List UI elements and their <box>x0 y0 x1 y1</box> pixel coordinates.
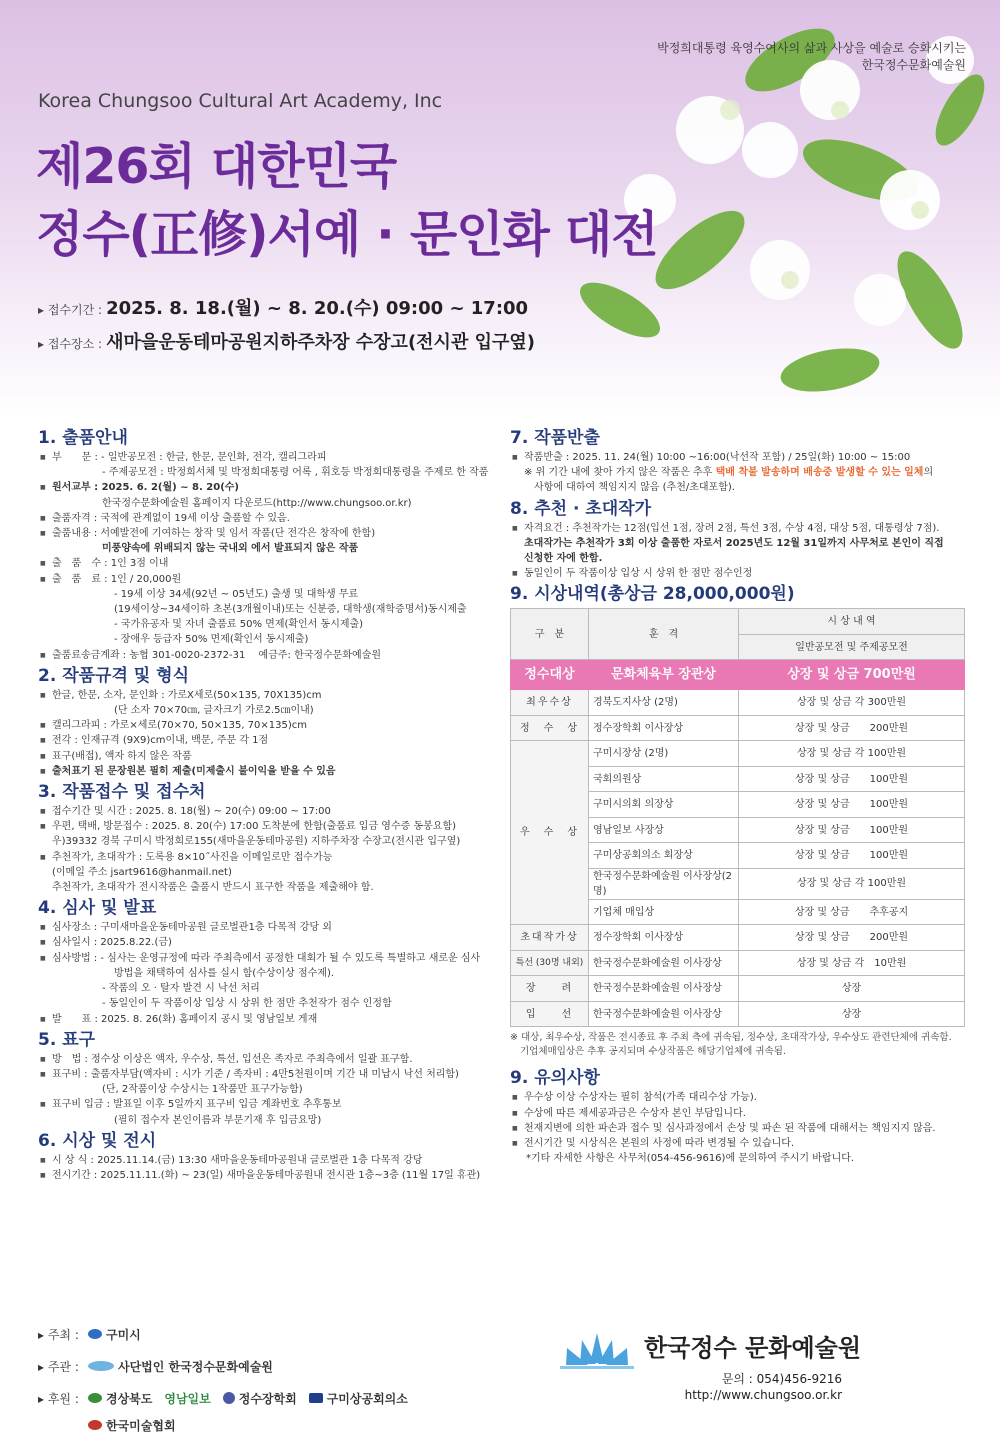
text-line: - 주제공모전 : 박정희서체 및 박정희대통령 어록 , 휘호등 박정희대통령을 주제로 한 작품 <box>102 467 489 479</box>
col-subheader: 일반공모전 및 주제공모전 <box>739 634 965 660</box>
sponsor-name: 정수장학회 <box>238 1391 297 1406</box>
row-prize: 상장 <box>739 1001 965 1027</box>
text-line: ■ 작품반출 : 2025. 11. 24(월) 10:00 ~16:00(낙선작 포함) / 25일(화) 10:00 ~ 15:00 <box>510 450 965 465</box>
text-line: ■ 수상에 따른 제세공과금은 수상자 본인 부담입니다. <box>510 1106 965 1121</box>
col-header-prize: 시 상 내 역 <box>739 609 965 635</box>
table-row <box>511 1001 965 1027</box>
text-line: ■ 출품료송금계좌 : 농협 301-0020-2372-31 예금주: 한국정수문화예술원 <box>38 648 493 663</box>
text-line: ■ 출품자격 : 국적에 관계없이 19세 이상 출품할 수 있음. <box>38 511 493 526</box>
chamber-icon <box>309 1393 323 1403</box>
lotus-logo-icon <box>552 1328 642 1373</box>
row-prize: 상장 및 상금 추후공지 <box>739 899 965 925</box>
text-line: 초대작가는 추천작가 3회 이상 출품한 자로서 2025년도 12월 31일까지 사무처로 본인이 직접 <box>524 537 944 549</box>
gyeongbuk-icon <box>88 1393 102 1403</box>
subtitle-line-1: 박정희대통령 육영수여사의 삶과 사상을 예술로 승화시키는 <box>657 41 966 55</box>
row-prize: 상장 및 상금 100만원 <box>739 766 965 792</box>
art-association-logo <box>88 1417 176 1434</box>
art-association-icon <box>88 1420 102 1430</box>
section-title: 3. 작품접수 및 접수처 <box>38 782 206 803</box>
sponsor-label: ▸ 후원 : <box>38 1391 79 1406</box>
period-label: ▸ 접수기간 : <box>38 303 103 317</box>
note-line: 기업체매입상은 추후 공지되며 수상작품은 해당기업체에 귀속됨. <box>520 1046 786 1058</box>
text-line: (단 소자 70×70㎝, 글자크기 가로2.5㎝이내) <box>114 705 314 717</box>
period-value: 2025. 8. 18.(월) ~ 8. 20.(수) 09:00 ~ 17:00 <box>106 298 529 319</box>
sponsor-name: 한국미술협회 <box>106 1418 176 1433</box>
row-award: 기업체 매입상 <box>589 899 739 925</box>
organizer-logo <box>88 1358 273 1375</box>
text-line: (이메일 주소 jsart9616@hanmail.net) <box>52 866 232 878</box>
row-prize: 상장 및 상금 각 300만원 <box>739 690 965 716</box>
row-category: 정 수 상 <box>511 715 589 741</box>
col-header-award: 훈 격 <box>589 609 739 660</box>
row-category: 입 선 <box>511 1001 589 1027</box>
host-row <box>38 1318 420 1350</box>
row-award: 구미시의회 의장상 <box>589 792 739 818</box>
text-line: ■ 출처표기 된 문장원본 필히 제출(미제출시 불이익을 받을 수 있음 <box>38 764 493 779</box>
organizer-row <box>38 1350 420 1382</box>
text-line: (필히 접수자 본인이름과 부문기재 후 입금요망) <box>114 1114 322 1126</box>
contact-info <box>552 1371 882 1403</box>
chamber-logo <box>309 1390 408 1407</box>
text-line: 신청한 자에 한함. <box>524 553 603 565</box>
brand-block <box>552 1328 882 1403</box>
text-line: ■ 시 상 식 : 2025.11.14.(금) 13:30 새마을운동테마공원내 글로벌관 1층 다목적 강당 <box>38 1153 493 1168</box>
gumi-logo <box>88 1326 141 1343</box>
grand-prize-value: 상장 및 상금 700만원 <box>739 660 965 690</box>
english-org-name: Korea Chungsoo Cultural Art Academy, Inc <box>38 90 443 112</box>
section-title: 5. 표구 <box>38 1029 96 1050</box>
text-line: ■ 추천작가, 초대작가 : 도록용 8×10˝사진을 이메일로만 접수가능 <box>38 850 493 865</box>
sponsor-row-2 <box>38 1414 420 1436</box>
seal-icon <box>223 1392 235 1404</box>
top-right-subtitle <box>657 40 966 74</box>
row-category: 초대작가상 <box>511 925 589 951</box>
text-line: 방법을 채택하여 심사를 실시 함(수상이상 점수제). <box>114 967 335 979</box>
section-title: 1. 출품안내 <box>38 428 128 448</box>
row-award: 정수장학회 이사장상 <box>589 925 739 951</box>
text-line: ■ 전시기간 및 시상식은 본원의 사정에 따라 변경될 수 있습니다. <box>510 1136 965 1151</box>
text-line: ■ 심사일시 : 2025.8.22.(금) <box>38 935 493 950</box>
text-line: ■ 접수기간 및 시간 : 2025. 8. 18(월) ~ 20(수) 09:00 ~ 17:00 <box>38 804 493 819</box>
right-column <box>510 425 965 1166</box>
row-prize: 상장 및 상금 100만원 <box>739 843 965 869</box>
main-title-line-1: 제26회 대한민국 <box>36 138 397 195</box>
table-row <box>511 741 965 767</box>
sponsor-row <box>38 1382 420 1414</box>
text-line: ■ 방 법 : 정수상 이상은 액자, 우수상, 특선, 입선은 족자로 주최측에서 일괄 표구함. <box>38 1052 493 1067</box>
text-line: ■ 표구비 : 출품자부담(액자비 : 시가 기준 / 족자비 : 4만5천원이며 기간 내 미납시 낙선 처리함) <box>38 1067 493 1082</box>
text-line: ■ 자격요건 : 추천작가는 12점(입선 1점, 장려 2점, 특선 3점, 수상 4점, 대상 5점, 대통령상 7점). <box>510 521 965 536</box>
text-line: ■ 전시기간 : 2025.11.11.(화) ~ 23(일) 새마을운동테마공원내 전시관 1층~3층 (11월 17일 휴관) <box>38 1168 493 1183</box>
website-url: http://www.chungsoo.or.kr <box>684 1388 842 1402</box>
note-line: ※ 대상, 최우수상, 작품은 전시종료 후 주최 측에 귀속됨, 정수상, 초대작가상, 우수상도 관련단체에 귀속함. <box>510 1032 952 1044</box>
table-row <box>511 925 965 951</box>
text-line: ■ 발 표 : 2025. 8. 26(화) 홈페이지 공시 및 영남일보 게재 <box>38 1012 493 1027</box>
text-line: ■ 우편, 택배, 방문접수 : 2025. 8. 20(수) 17:00 도착분에 한함(출품료 입금 영수증 동봉요함) <box>38 819 493 834</box>
text-line: ■ 원서교부 : 2025. 6. 2(월) ~ 8. 20(수) <box>38 480 493 495</box>
organizer-label: ▸ 주관 : <box>38 1359 79 1374</box>
text-line: - 국가유공자 및 자녀 출품료 50% 면제(확인서 동시제출) <box>114 619 364 631</box>
text-line: ■ 부 문 : - 일반공모전 : 한글, 한문, 문인화, 전각, 캘리그라피 <box>38 450 493 465</box>
text-line: 우)39332 경북 구미시 박정희로155(새마을운동테마공원) 지하주차장 수장고(전시관 입구옆) <box>52 836 461 848</box>
place-label: ▸ 접수장소 : <box>38 337 103 351</box>
text-line: 미풍양속에 위배되지 않는 국내외 에서 발표되지 않은 작품 <box>102 543 359 555</box>
section-title: 9. 유의사항 <box>510 1068 600 1089</box>
text-line: ■ 출 품 수 : 1인 3점 이내 <box>38 556 493 571</box>
row-prize: 상장 및 상금 각 10만원 <box>739 950 965 976</box>
text-line: ■ 한글, 한문, 소자, 문인화 : 가로X세로(50×135, 70X135)cm <box>38 688 493 703</box>
sponsor-name: 구미상공회의소 <box>326 1391 408 1406</box>
table-row <box>511 976 965 1002</box>
section-title: 9. 시상내역(총상금 28,000,000원) <box>510 584 795 605</box>
text-line: ■ 천재지변에 의한 파손과 접수 및 심사과정에서 손상 및 파손 된 작품에 대해서는 책임지지 않음. <box>510 1121 965 1136</box>
row-award: 구미상공회의소 회장상 <box>589 843 739 869</box>
award-table <box>510 608 965 1027</box>
text-line: (단, 2작품이상 수상시는 1작품만 표구가능함) <box>102 1084 303 1096</box>
text-line <box>510 465 965 480</box>
text-line: ■ 출품내용 : 서예발전에 기여하는 창작 및 임서 작품(단 전각은 창작에 한함) <box>38 526 493 541</box>
gyeongbuk-logo <box>88 1390 152 1407</box>
text-line: - 장애우 등급자 50% 면제(확인서 동시제출) <box>114 634 309 646</box>
text-line: 사항에 대하여 책임지지 않음 (추천/초대포함). <box>534 482 735 494</box>
text-line: *기타 자세한 사항은 사무처(054-456-9616)에 문의하여 주시기 바랍니다. <box>526 1153 855 1165</box>
row-category: 최우수상 <box>511 690 589 716</box>
phone-number: 문의 : 054)456-9216 <box>721 1372 842 1386</box>
place-value: 새마을운동테마공원지하주차장 수장고(전시관 입구옆) <box>106 332 535 353</box>
text-line: ■ 출 품 료 : 1인 / 20,000원 <box>38 572 493 587</box>
host-name: 구미시 <box>106 1327 141 1342</box>
sponsor-name: 경상북도 <box>106 1391 153 1406</box>
section-title: 8. 추천 · 초대작가 <box>510 498 652 519</box>
col-header-category: 구 분 <box>511 609 589 660</box>
yeongnam-logo <box>164 1390 210 1407</box>
row-category: 우 수 상 <box>511 741 589 925</box>
text-line: ■ 우수상 이상 수상자는 필히 참석(가족 대리수상 가능). <box>510 1090 965 1105</box>
text-line: (19세이상~34세이하 초본(3개월이내)또는 신분증, 대학생(재학증명서)동시제출 <box>114 604 467 616</box>
organizer-name: 사단법인 한국정수문화예술원 <box>118 1359 273 1374</box>
sponsor-name: 영남일보 <box>164 1391 211 1406</box>
row-prize: 상장 및 상금 200만원 <box>739 925 965 951</box>
section-title: 2. 작품규격 및 형식 <box>38 665 189 686</box>
main-title-line-2: 정수(正修)서예 · 문인화 대전 <box>36 206 658 263</box>
row-award: 한국정수문화예술원 이사장상 <box>589 1001 739 1027</box>
row-award: 정수장학회 이사장상 <box>589 715 739 741</box>
brand-name: 한국정수 문화예술원 <box>644 1334 862 1362</box>
sponsor-footer <box>38 1318 420 1436</box>
text-line: - 19세 이상 34세(92년 ~ 05년도) 출생 및 대학생 무료 <box>114 588 359 600</box>
grand-prize-award: 문화체육부 장관상 <box>589 660 739 690</box>
host-label: ▸ 주최 : <box>38 1327 79 1342</box>
row-award: 구미시장상 (2명) <box>589 741 739 767</box>
row-prize: 상장 및 상금 각 100만원 <box>739 741 965 767</box>
row-prize: 상장 및 상금 200만원 <box>739 715 965 741</box>
table-note <box>510 1031 965 1059</box>
text-line: ■ 동일인이 두 작품이상 입상 시 상위 한 점만 점수인정 <box>510 566 965 581</box>
reception-place <box>38 328 535 354</box>
text-line: ■ 표구(배접), 액자 하지 않은 작품 <box>38 749 493 764</box>
text-line: - 작품의 오 · 탈자 발견 시 낙선 처리 <box>102 983 260 995</box>
lotus-icon <box>88 1361 114 1371</box>
text-line: ■ 전각 : 인재규격 (9X9)cm이내, 백문, 주문 각 1점 <box>38 733 493 748</box>
text-line: - 동일인이 두 작품이상 입상 시 상위 한 점만 추천작가 점수 인정함 <box>102 998 392 1010</box>
row-prize: 상장 및 상금 100만원 <box>739 817 965 843</box>
section-title: 6. 시상 및 전시 <box>38 1130 157 1151</box>
warning-text: 택배 착불 발송하며 배송중 발생할 수 있는 일체 <box>715 467 924 479</box>
section-title: 7. 작품반출 <box>510 428 600 448</box>
text-line: ■ 심사장소 : 구미새마을운동테마공원 글로벌관1층 다목적 강당 외 <box>38 920 493 935</box>
table-row <box>511 690 965 716</box>
row-prize: 상장 및 상금 100만원 <box>739 792 965 818</box>
gumi-logo-icon <box>88 1329 102 1339</box>
row-category: 특선 (30명 내외) <box>511 950 589 976</box>
row-award: 영남일보 사장상 <box>589 817 739 843</box>
table-row <box>511 715 965 741</box>
text-part: 의 <box>923 467 934 479</box>
row-award: 국회의원상 <box>589 766 739 792</box>
row-prize: 상장 및 상금 각 100만원 <box>739 868 965 899</box>
reception-period <box>38 294 528 320</box>
table-row <box>511 950 965 976</box>
text-line: ■ 표구비 입금 : 발표일 이후 5일까지 표구비 입금 계좌번호 추후통보 <box>38 1097 493 1112</box>
grand-prize-category: 정수대상 <box>511 660 589 690</box>
text-line: 추천작가, 초대작가 전시작품은 출품시 반드시 표구한 작품을 제출해야 함. <box>52 882 374 894</box>
text-line: ■ 심사방법 : - 심사는 운영규정에 따라 주최측에서 공정한 대회가 될 수 있도록 특별하고 새로운 심사 <box>38 951 493 966</box>
row-category: 장 려 <box>511 976 589 1002</box>
subtitle-line-2: 한국정수문화예술원 <box>861 58 966 72</box>
hero-banner <box>0 0 1000 420</box>
text-part: ※ 위 기간 내에 찾아 가지 않은 작품은 추후 <box>524 467 713 479</box>
jeongsu-logo <box>223 1390 297 1407</box>
row-award: 한국정수문화예술원 이사장상 <box>589 976 739 1002</box>
left-column <box>38 425 493 1183</box>
text-line: ■ 캘리그라피 : 가로×세로(70×70, 50×135, 70×135)cm <box>38 718 493 733</box>
text-line: 한국정수문화예술원 홈페이지 다운로드(http://www.chungsoo.or.kr) <box>102 497 412 509</box>
row-award: 한국정수문화예술원 이사장상(2명) <box>589 868 739 899</box>
row-prize: 상장 <box>739 976 965 1002</box>
section-title: 4. 심사 및 발표 <box>38 898 157 919</box>
row-award: 경북도지사상 (2명) <box>589 690 739 716</box>
row-award: 한국정수문화예술원 이사장상 <box>589 950 739 976</box>
